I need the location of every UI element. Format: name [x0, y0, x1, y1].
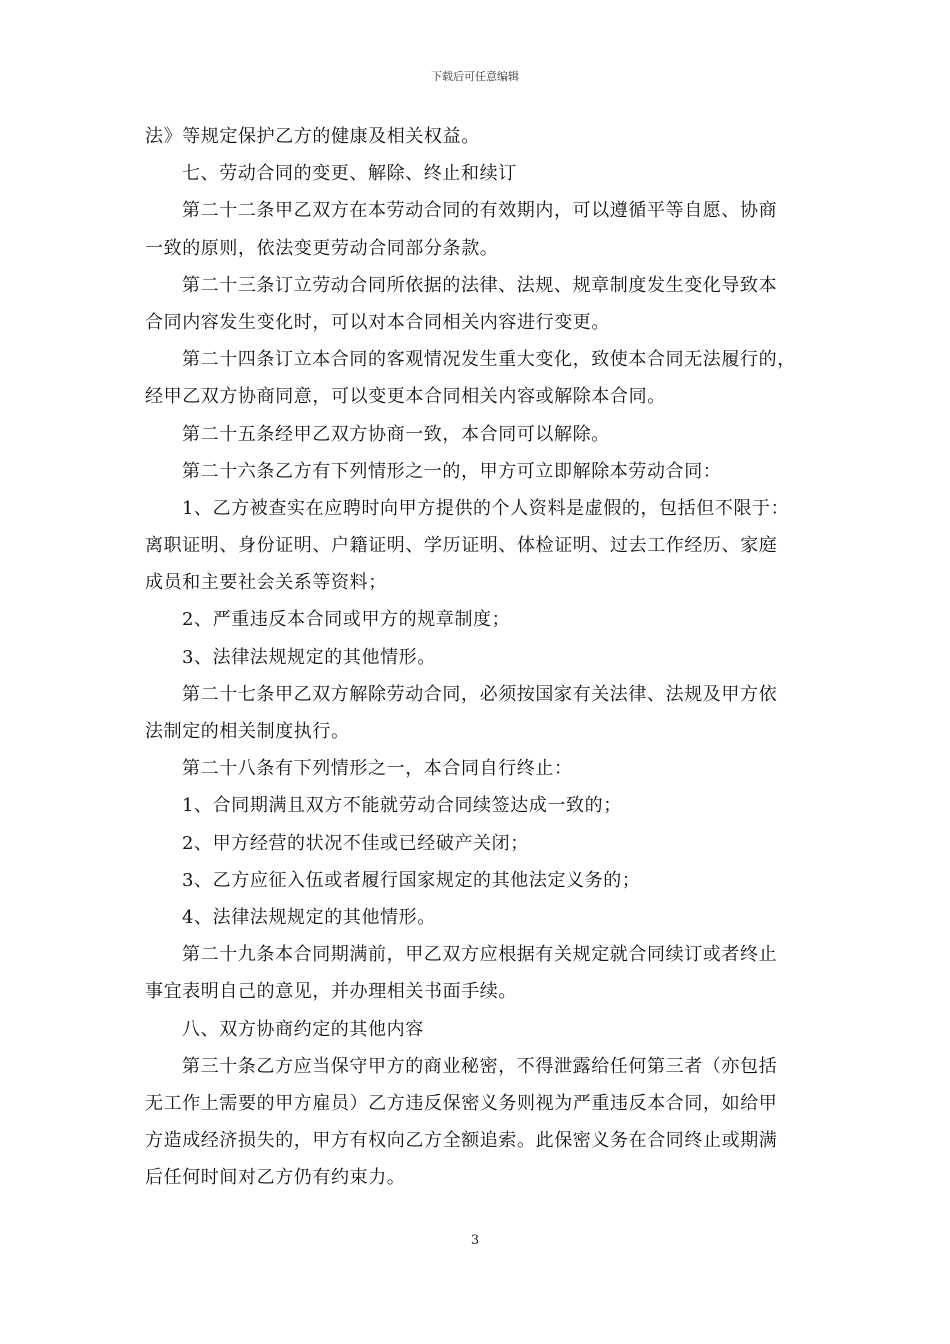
text-line: 2、甲方经营的状况不佳或已经破产关闭； — [182, 832, 529, 854]
text-line: 4、法律法规规定的其他情形。 — [182, 906, 436, 928]
text-line: 合同内容发生变化时，可以对本合同相关内容进行变更。 — [145, 311, 610, 333]
text-line: 法》等规定保护乙方的健康及相关权益。 — [145, 126, 480, 147]
text-line: 第二十三条订立劳动合同所依据的法律、法规、规章制度发生变化导致本 — [182, 274, 778, 296]
text-line: 第二十五条经甲乙双方协商一致，本合同可以解除。 — [182, 423, 610, 445]
text-line: 第二十七条甲乙双方解除劳动合同，必须按国家有关法律、法规及甲方依 — [182, 683, 778, 705]
text-line: 1、合同期满且双方不能就劳动合同续签达成一致的； — [182, 795, 622, 817]
text-line: 经甲乙双方协商同意，可以变更本合同相关内容或解除本合同。 — [145, 386, 666, 408]
text-line: 后任何时间对乙方仍有约束力。 — [145, 1167, 406, 1189]
text-line: 第二十八条有下列情形之一，本合同自行终止： — [182, 758, 573, 780]
text-line: 方造成经济损失的，甲方有权向乙方全额追索。此保密义务在合同终止或期满 — [145, 1130, 778, 1152]
text-line: 无工作上需要的甲方雇员）乙方违反保密义务则视为严重违反本合同，如给甲 — [145, 1092, 778, 1114]
text-line: 第二十四条订立本合同的客观情况发生重大变化，致使本合同无法履行的， — [182, 349, 796, 371]
text-line: 七、劳动合同的变更、解除、终止和续订 — [182, 163, 517, 185]
text-line: 第二十二条甲乙双方在本劳动合同的有效期内，可以遵循平等自愿、协商 — [182, 200, 778, 222]
text-line: 八、双方协商约定的其他内容 — [182, 1018, 424, 1040]
page-header: 下载后可任意编辑 — [431, 70, 519, 83]
document-body — [145, 118, 810, 1196]
text-line: 法制定的相关制度执行。 — [145, 721, 350, 742]
text-line: 第二十六条乙方有下列情形之一的，甲方可立即解除本劳动合同： — [182, 460, 722, 482]
page-number: 3 — [470, 1233, 480, 1248]
text-line: 事宜表明自己的意见，并办理相关书面手续。 — [145, 981, 517, 1003]
text-line: 第二十九条本合同期满前，甲乙双方应根据有关规定就合同续订或者终止 — [182, 944, 778, 966]
text-line: 离职证明、身份证明、户籍证明、学历证明、体检证明、过去工作经历、家庭 — [145, 535, 778, 557]
text-line: 第三十条乙方应当保守甲方的商业秘密，不得泄露给任何第三者（亦包括 — [182, 1055, 778, 1077]
text-line: 2、严重违反本合同或甲方的规章制度； — [182, 609, 511, 631]
text-line: 1、乙方被查实在应聘时向甲方提供的个人资料是虚假的，包括但不限于： — [182, 497, 790, 519]
text-line: 3、乙方应征入伍或者履行国家规定的其他法定义务的； — [182, 869, 641, 891]
text-line: 成员和主要社会关系等资料； — [145, 572, 387, 594]
text-line: 一致的原则，依法变更劳动合同部分条款。 — [145, 237, 499, 259]
text-line: 3、法律法规规定的其他情形。 — [182, 646, 436, 668]
